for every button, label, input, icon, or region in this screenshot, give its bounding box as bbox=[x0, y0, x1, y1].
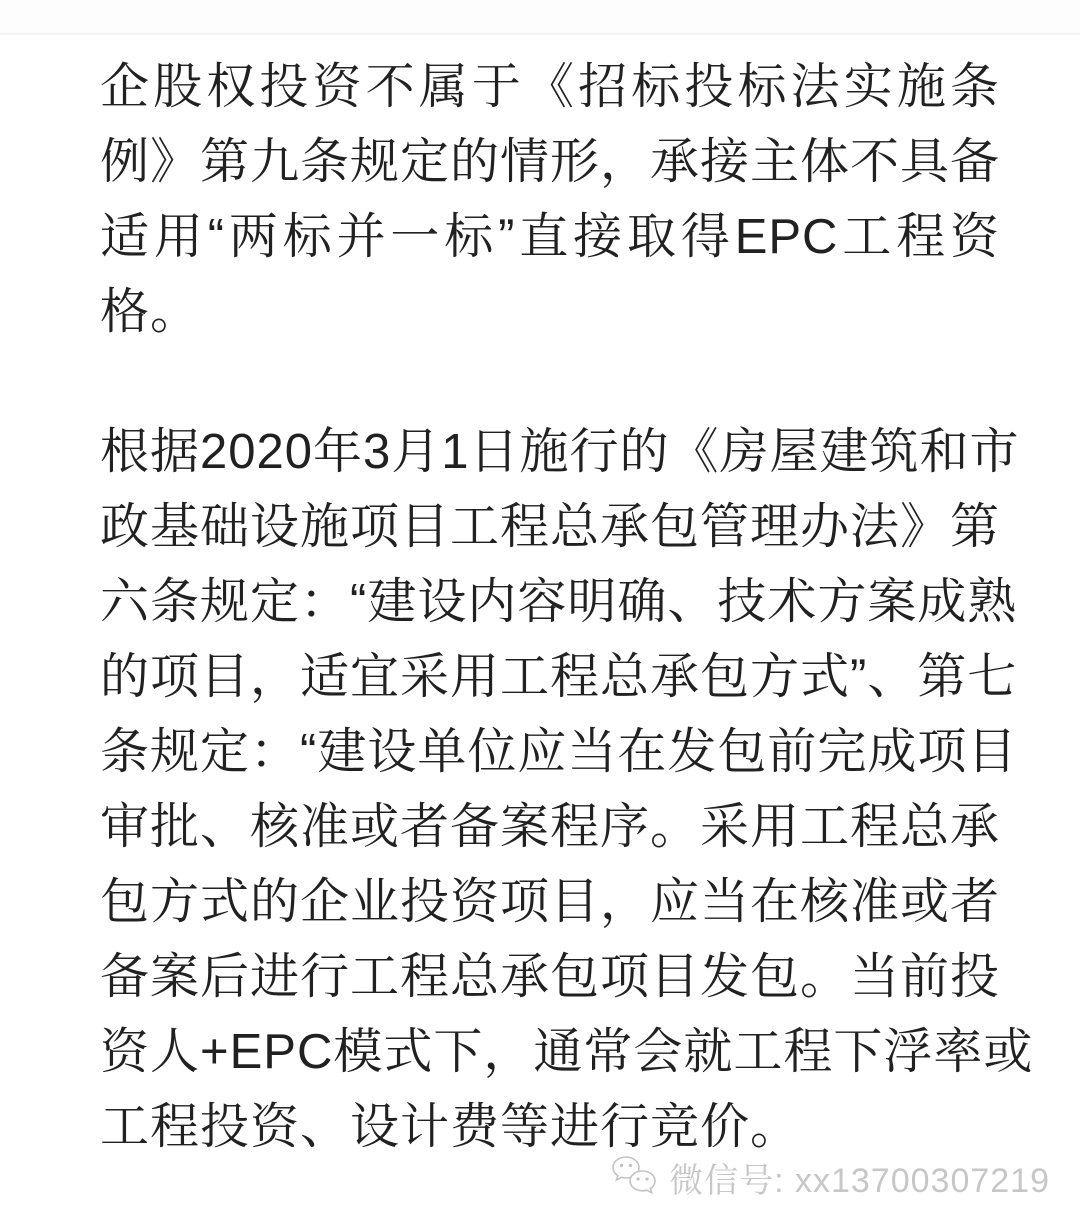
text-line: 资人+EPC模式下，通常会就工程下浮率或 bbox=[100, 1025, 1034, 1079]
paragraph bbox=[100, 415, 1034, 1165]
text-line: 根据2020年3月1日施行的《房屋建筑和市 bbox=[100, 425, 1020, 479]
text-line: 例》第九条规定的情形，承接主体不具备 bbox=[100, 135, 1001, 189]
text-line: 工程投资、设计费等进行竞价。 bbox=[100, 1100, 801, 1154]
text-line: 的项目，适宜采用工程总承包方式”、第七 bbox=[100, 650, 1018, 704]
watermark-footer bbox=[609, 1153, 1050, 1201]
text-line: 适用“两标并一标”直接取得EPC工程资 bbox=[100, 210, 1000, 264]
paragraph bbox=[100, 50, 1000, 350]
text-line: 政基础设施项目工程总承包管理办法》第 bbox=[100, 500, 1001, 554]
top-divider bbox=[0, 33, 1080, 35]
article-body bbox=[100, 50, 1034, 1165]
text-line: 审批、核准或者备案程序。采用工程总承 bbox=[100, 800, 1001, 854]
top-strip bbox=[0, 0, 1080, 33]
text-line: 包方式的企业投资项目，应当在核准或者 bbox=[100, 875, 1001, 929]
text-line: 格。 bbox=[100, 285, 201, 339]
wechat-id-text: 微信号: xx13700307219 bbox=[669, 1161, 1050, 1200]
wechat-icon bbox=[609, 1154, 659, 1200]
text-line: 备案后进行工程总承包项目发包。当前投 bbox=[100, 950, 1001, 1004]
text-line: 企股权投资不属于《招标投标法实施条 bbox=[100, 60, 1000, 114]
text-line: 条规定：“建设单位应当在发包前完成项目 bbox=[100, 725, 1018, 779]
text-line: 六条规定：“建设内容明确、技术方案成熟 bbox=[100, 575, 1018, 629]
